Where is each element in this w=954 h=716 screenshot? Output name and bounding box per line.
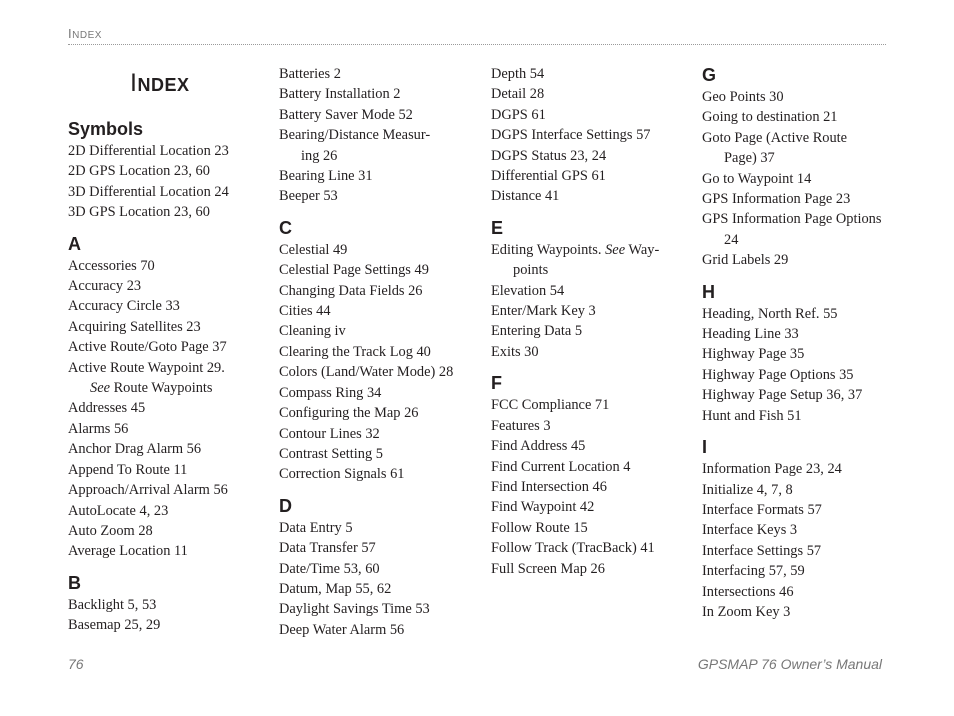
index-entry-text: Bearing Line 31 — [279, 168, 373, 185]
section-heading: B — [68, 572, 81, 593]
index-entry — [702, 561, 892, 581]
index-entry — [702, 107, 892, 127]
index-entry-text: Changing Data Fields 26 — [279, 282, 423, 299]
index-entry — [68, 541, 258, 561]
index-entry — [491, 64, 681, 84]
index-entry-text: Exits 30 — [491, 343, 539, 360]
index-entry-text: Find Current Location 4 — [491, 458, 631, 475]
index-entry — [702, 602, 892, 622]
index-entry — [491, 477, 681, 497]
index-entry — [702, 87, 892, 107]
index-entry-text: Contrast Setting 5 — [279, 445, 383, 462]
index-entry — [702, 480, 892, 500]
index-entry — [491, 395, 681, 415]
section-heading: F — [491, 373, 502, 394]
index-entry — [279, 620, 474, 640]
index-entry-text: Detail 28 — [491, 86, 545, 103]
index-entry — [702, 250, 892, 270]
index-entry — [491, 186, 681, 206]
running-header — [68, 26, 102, 41]
index-entry-continuation: Page) 37 — [724, 150, 775, 167]
index-entry — [279, 424, 474, 444]
index-entry — [68, 398, 258, 418]
index-entry-text: Beeper 53 — [279, 188, 338, 205]
index-entry — [68, 202, 258, 222]
index-entry-text: Addresses 45 — [68, 400, 146, 417]
index-entry — [279, 260, 474, 280]
index-entry-text: Interfacing 57, 59 — [702, 563, 805, 580]
index-entry — [68, 615, 258, 635]
index-entry-text: Information Page 23, 24 — [702, 461, 842, 478]
index-entry-text: DGPS Interface Settings 57 — [491, 127, 651, 144]
index-entry — [68, 141, 258, 161]
index-entry-text: Heading, North Ref. 55 — [702, 305, 838, 322]
index-entry — [279, 444, 474, 464]
index-entry-text: Celestial Page Settings 49 — [279, 262, 429, 279]
index-entry-text: Interface Formats 57 — [702, 501, 822, 518]
index-entry-text: Highway Page Setup 36, 37 — [702, 387, 863, 404]
index-entry-text: Differential GPS 61 — [491, 168, 606, 185]
index-entry-text: Bearing/Distance Measur- — [279, 127, 431, 144]
index-entry-text: Features 3 — [491, 417, 551, 434]
index-entry-text: GPS Information Page Options — [702, 211, 882, 228]
index-entry-text: Contour Lines 32 — [279, 425, 380, 442]
index-entry — [491, 146, 681, 166]
index-entry — [68, 521, 258, 541]
index-entry-text: DGPS 61 — [491, 106, 546, 123]
index-entry — [279, 301, 474, 321]
index-entry — [491, 321, 681, 341]
section-heading: D — [279, 495, 292, 516]
index-entry-text: Backlight 5, 53 — [68, 596, 157, 613]
index-entry-text: Editing Waypoints. — [491, 241, 606, 258]
index-entry-text: Entering Data 5 — [491, 323, 583, 340]
index-entry-text: Data Entry 5 — [279, 519, 353, 536]
index-entry-continuation — [68, 378, 258, 398]
index-entry-text: Highway Page Options 35 — [702, 366, 854, 383]
index-entry-text: Geo Points 30 — [702, 89, 784, 105]
index-entry — [68, 595, 258, 615]
see-target: Route Waypoints — [109, 380, 213, 397]
index-entry-text: Batteries 2 — [279, 66, 341, 82]
index-entry-text: Clearing the Track Log 40 — [279, 343, 431, 360]
section-heading: Symbols — [68, 119, 144, 139]
index-entry-text: GPS Information Page 23 — [702, 191, 851, 208]
index-entry-text: Alarms 56 — [68, 420, 129, 437]
index-entry-tail: Way- — [625, 241, 660, 258]
index-entry-text: Cleaning iv — [279, 323, 346, 340]
index-entry-text: Highway Page 35 — [702, 346, 805, 363]
index-entry-text: Cities 44 — [279, 303, 331, 320]
index-entry — [702, 324, 892, 344]
index-entry-text: Acquiring Satellites 23 — [68, 318, 201, 335]
index-entry-text: Initialize 4, 7, 8 — [702, 481, 793, 498]
header-divider — [68, 44, 886, 45]
manual-title: GPSMAP 76 Owner’s Manual — [697, 656, 882, 672]
index-entry — [279, 383, 474, 403]
index-entry — [491, 301, 681, 321]
index-entry — [68, 358, 258, 399]
page-title-initial: I — [130, 69, 138, 97]
index-entry — [702, 541, 892, 561]
index-entry — [491, 240, 681, 281]
index-entry-text: Configuring the Map 26 — [279, 405, 419, 422]
index-entry — [491, 457, 681, 477]
index-entry — [702, 128, 892, 169]
index-entry — [279, 518, 474, 538]
section-heading: A — [68, 233, 81, 254]
index-entry — [491, 125, 681, 145]
index-entry — [68, 161, 258, 181]
index-entry — [68, 256, 258, 276]
index-entry-text: DGPS Status 23, 24 — [491, 147, 607, 164]
index-entry — [68, 460, 258, 480]
index-entry-text: Battery Saver Mode 52 — [279, 106, 413, 123]
index-entry-text: Enter/Mark Key 3 — [491, 303, 596, 320]
see-reference: See — [605, 241, 626, 258]
index-entry-text: Average Location 11 — [68, 543, 188, 560]
index-entry-text: Daylight Savings Time 53 — [279, 601, 430, 618]
index-entry-text: Deep Water Alarm 56 — [279, 621, 405, 638]
index-entry — [279, 403, 474, 423]
index-entry-text: Celestial 49 — [279, 241, 348, 258]
index-entry-text: Find Intersection 46 — [491, 478, 607, 495]
index-entry-text: 2D Differential Location 23 — [68, 143, 229, 159]
index-entry — [68, 337, 258, 357]
index-entry-text: Go to Waypoint 14 — [702, 170, 812, 187]
page-title-rest: NDEX — [137, 75, 190, 95]
index-entry-text: Accuracy Circle 33 — [68, 298, 180, 315]
index-entry — [279, 84, 474, 104]
index-entry-text: Active Route/Goto Page 37 — [68, 339, 227, 356]
index-entry-text: Elevation 54 — [491, 282, 565, 299]
running-header-rest: NDEX — [72, 30, 102, 41]
index-entry-text: Heading Line 33 — [702, 326, 799, 343]
index-entry — [279, 166, 474, 186]
index-entry — [68, 419, 258, 439]
index-entry-text: Follow Route 15 — [491, 519, 588, 536]
index-entry — [702, 406, 892, 426]
index-entry — [68, 439, 258, 459]
index-entry — [279, 240, 474, 260]
index-entry — [68, 317, 258, 337]
section-heading: E — [491, 217, 504, 238]
page-title — [130, 68, 258, 100]
section-heading: I — [702, 437, 708, 458]
index-entry — [279, 538, 474, 558]
index-entry-text: Date/Time 53, 60 — [279, 560, 380, 577]
index-entry-text: Accuracy 23 — [68, 278, 142, 295]
index-entry — [279, 464, 474, 484]
see-reference: See — [90, 380, 110, 397]
index-entry-text: Approach/Arrival Alarm 56 — [68, 482, 228, 499]
index-entry — [68, 296, 258, 316]
index-entry — [702, 189, 892, 209]
index-entry — [279, 321, 474, 341]
index-entry — [702, 344, 892, 364]
index-entry — [491, 518, 681, 538]
index-entry-text: Find Waypoint 42 — [491, 499, 595, 516]
index-entry-continuation: ing 26 — [301, 147, 338, 164]
index-entry — [702, 385, 892, 405]
index-entry-text: In Zoom Key 3 — [702, 603, 791, 620]
index-entry — [491, 84, 681, 104]
index-entry — [68, 182, 258, 202]
index-entry — [491, 166, 681, 186]
index-entry-text: Intersections 46 — [702, 583, 794, 600]
index-entry — [702, 459, 892, 479]
index-entry-text: FCC Compliance 71 — [491, 397, 610, 414]
index-entry-text: Follow Track (TracBack) 41 — [491, 540, 655, 557]
index-entry — [279, 105, 474, 125]
index-entry-continuation: points — [513, 262, 549, 279]
section-heading: C — [279, 217, 292, 238]
index-entry — [491, 342, 681, 362]
index-entry-text: Depth 54 — [491, 66, 545, 82]
index-entry-text: Battery Installation 2 — [279, 86, 401, 103]
index-entry-text: 3D Differential Location 24 — [68, 183, 229, 200]
index-entry — [279, 342, 474, 362]
index-entry-text: Data Transfer 57 — [279, 540, 376, 557]
index-entry — [491, 436, 681, 456]
index-entry-text: Active Route Waypoint 29. — [68, 359, 225, 376]
index-entry — [491, 281, 681, 301]
index-entry-text: Basemap 25, 29 — [68, 617, 161, 634]
index-entry-text: 2D GPS Location 23, 60 — [68, 163, 210, 180]
index-entry-continuation: 24 — [724, 231, 739, 248]
index-entry-text: Distance 41 — [491, 188, 560, 205]
section-heading: H — [702, 281, 715, 302]
index-entry — [491, 497, 681, 517]
section-heading: G — [702, 65, 717, 85]
index-column-2 — [279, 64, 474, 640]
index-entry — [702, 365, 892, 385]
index-entry-text: Auto Zoom 28 — [68, 522, 153, 539]
index-entry-text: Accessories 70 — [68, 257, 155, 274]
index-column-1 — [68, 64, 258, 636]
index-entry-text: Append To Route 11 — [68, 461, 188, 478]
index-entry — [491, 416, 681, 436]
index-entry — [702, 500, 892, 520]
index-entry — [279, 599, 474, 619]
index-entry-text: Grid Labels 29 — [702, 252, 789, 269]
running-header-initial: I — [68, 26, 73, 41]
index-entry-text: Interface Keys 3 — [702, 522, 798, 539]
index-entry-text: Datum, Map 55, 62 — [279, 580, 392, 597]
index-entry — [279, 64, 474, 84]
index-entry — [491, 105, 681, 125]
index-entry — [279, 362, 474, 382]
index-entry — [491, 559, 681, 579]
index-entry — [68, 276, 258, 296]
index-entry-text: AutoLocate 4, 23 — [68, 502, 169, 519]
index-column-3 — [491, 64, 681, 579]
index-entry-text: Going to destination 21 — [702, 109, 838, 126]
index-entry — [702, 209, 892, 250]
index-entry-text: Goto Page (Active Route — [702, 129, 848, 146]
index-entry-text: Anchor Drag Alarm 56 — [68, 441, 202, 458]
index-entry — [279, 281, 474, 301]
index-entry-text: Full Screen Map 26 — [491, 560, 605, 577]
index-entry — [702, 169, 892, 189]
page-number: 76 — [68, 656, 84, 672]
index-entry-text: Colors (Land/Water Mode) 28 — [279, 364, 454, 381]
index-entry-text: Find Address 45 — [491, 438, 586, 455]
index-entry — [68, 501, 258, 521]
index-entry — [68, 480, 258, 500]
index-entry — [702, 304, 892, 324]
index-entry — [279, 559, 474, 579]
index-entry — [702, 520, 892, 540]
index-entry-text: 3D GPS Location 23, 60 — [68, 204, 210, 221]
index-entry-text: Interface Settings 57 — [702, 542, 822, 559]
index-entry — [491, 538, 681, 558]
index-column-4 — [702, 64, 892, 622]
index-entry-text: Correction Signals 61 — [279, 466, 405, 483]
index-entry — [279, 125, 474, 166]
index-entry — [279, 579, 474, 599]
index-entry-text: Hunt and Fish 51 — [702, 407, 802, 424]
index-entry-text: Compass Ring 34 — [279, 384, 382, 401]
index-entry — [702, 582, 892, 602]
index-entry — [279, 186, 474, 206]
